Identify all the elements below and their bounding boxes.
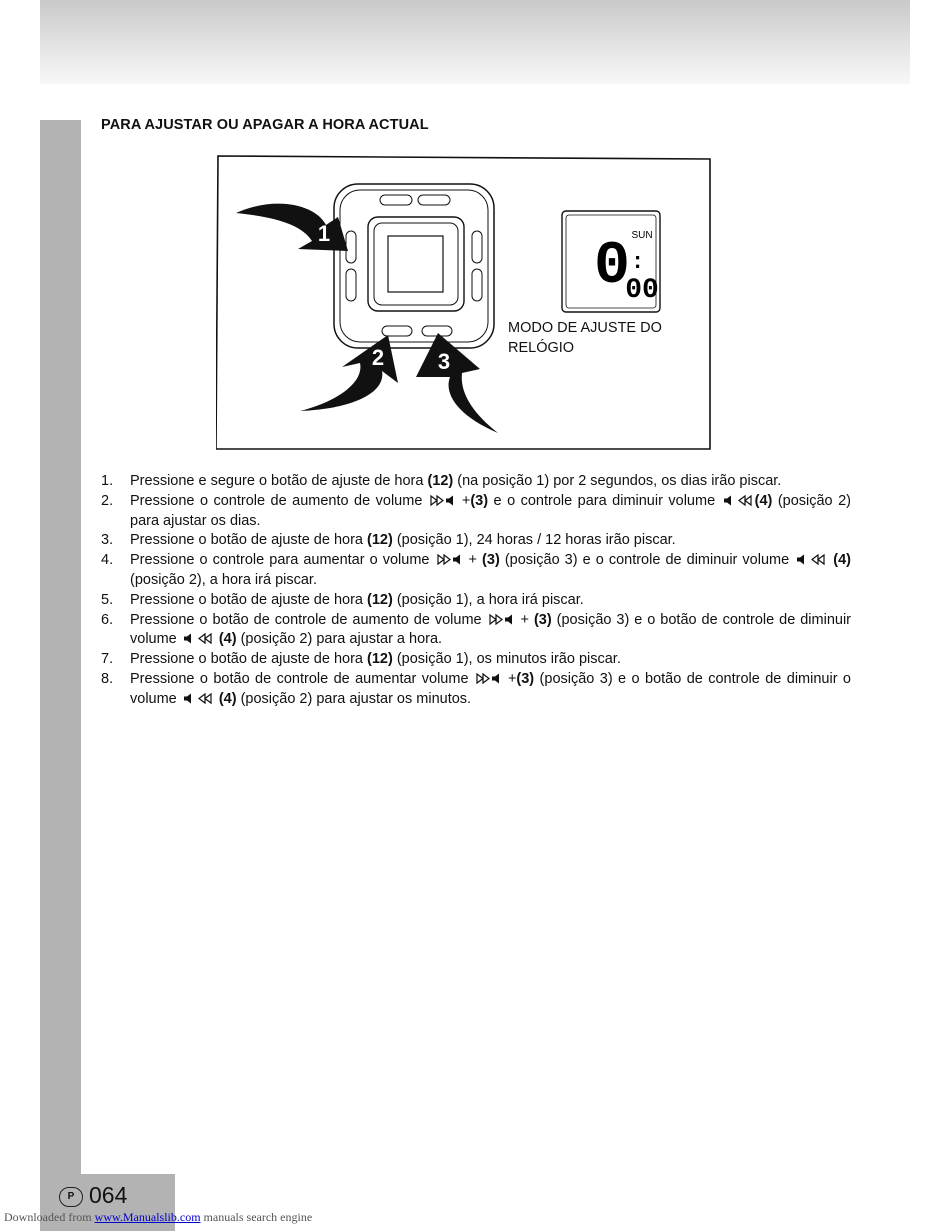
lcd-day: SUN	[631, 230, 653, 241]
step-item: 5. Pressione o botão de ajuste de hora (12) (posição 1), a hora irá piscar.	[101, 591, 851, 611]
lcd-display	[562, 211, 660, 312]
step-item: 6. Pressione o botão de controle de aumento de volume + (3) (posição 3) e o botão de controle de diminuir volume (4) (posição 2) para ajustar a hora.	[101, 611, 851, 648]
callout-1-label: 1	[317, 221, 331, 246]
side-bar	[40, 120, 81, 1231]
step-item: 8. Pressione o botão de controle de aumentar volume +(3) (posição 3) e o botão de controle de diminuir o volume (4) (posição 2) para ajustar os minutos.	[101, 670, 851, 707]
instruction-steps	[101, 472, 851, 710]
manualslib-link[interactable]: www.Manualslib.com	[94, 1210, 201, 1224]
step-number: 4.	[101, 552, 114, 569]
device-body-icon	[334, 184, 494, 348]
step-item: 4. Pressione o controle para aumentar o volume + (3) (posição 3) e o controle de diminuir volume (4) (posição 2), a hora irá piscar.	[101, 552, 852, 588]
volume-down-icon	[183, 632, 213, 645]
volume-up-icon	[476, 672, 506, 685]
step-number: 3.	[101, 532, 114, 549]
page-title: PARA AJUSTAR OU APAGAR A HORA ACTUAL	[101, 117, 429, 133]
device-figure	[216, 155, 711, 451]
callout-2-label: 2	[371, 345, 385, 370]
step-number: 2.	[101, 492, 114, 509]
figure-caption: MODO DE AJUSTE DO RELÓGIO	[508, 320, 662, 356]
lcd-colon: :	[631, 250, 645, 275]
step-number: 6.	[101, 611, 114, 628]
volume-down-icon	[183, 692, 213, 705]
volume-down-icon	[796, 553, 826, 566]
step-item: 2. Pressione o controle de aumento de volume +(3) e o controle para diminuir volume (4) (posição 2) para ajustar os dias.	[101, 492, 851, 529]
step-item: 1. Pressione e segure o botão de ajuste de hora (12) (na posição 1) por 2 segundos, os dias irão piscar.	[101, 472, 851, 492]
lcd-minutes: 00	[625, 275, 659, 306]
step-number: 7.	[101, 651, 114, 668]
volume-up-icon	[430, 494, 460, 507]
step-number: 1.	[101, 473, 114, 489]
lcd-hour-digit: 0	[593, 233, 631, 301]
step-item: 7. Pressione o botão de ajuste de hora (12) (posição 1), os minutos irão piscar.	[101, 650, 851, 670]
volume-up-icon	[489, 613, 519, 626]
volume-up-icon	[437, 553, 467, 566]
callout-3-label: 3	[437, 349, 451, 374]
header-band	[40, 0, 910, 84]
language-badge: P	[59, 1187, 83, 1207]
step-number: 8.	[101, 670, 114, 687]
step-item: 3. Pressione o botão de ajuste de hora (12) (posição 1), 24 horas / 12 horas irão piscar.	[101, 531, 851, 551]
page-number: 064	[89, 1182, 128, 1208]
step-number: 5.	[101, 591, 114, 608]
callout-arrow-1-icon	[236, 204, 348, 251]
volume-down-icon	[723, 494, 753, 507]
download-note: Downloaded from www.Manualslib.com manuals search engine	[4, 1210, 313, 1224]
